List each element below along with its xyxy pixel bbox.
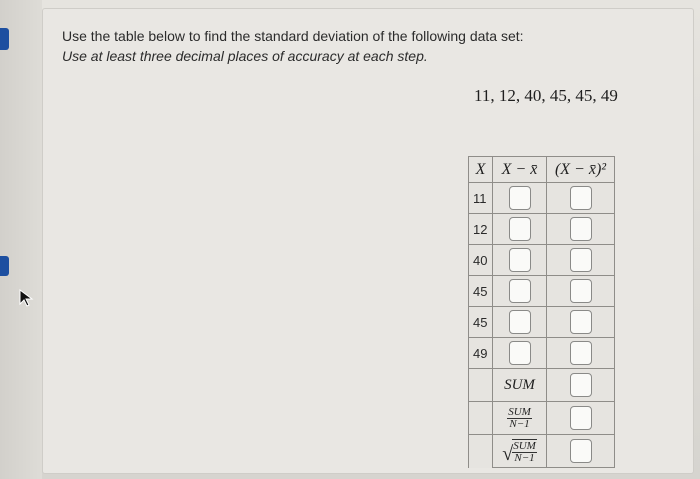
- x-value: 12: [469, 214, 493, 245]
- x-value: 11: [469, 183, 493, 214]
- table-row: [469, 338, 615, 369]
- deviation-input[interactable]: [509, 310, 531, 334]
- std-dev-row: [469, 435, 615, 468]
- header-deviation: X − x̄: [493, 157, 547, 183]
- squared-deviation-input[interactable]: [570, 186, 592, 210]
- std-dev-input[interactable]: [570, 439, 592, 463]
- sqrt-expression: [502, 439, 537, 464]
- dataset-values: 11, 12, 40, 45, 45, 49: [474, 86, 618, 105]
- table-header-row: [469, 157, 615, 183]
- table-row: [469, 245, 615, 276]
- table-row: [469, 183, 615, 214]
- variance-row: [469, 402, 615, 435]
- sqrt-denominator: N−1: [514, 451, 535, 464]
- accuracy-note: Use at least three decimal places of accuracy at each step.: [62, 48, 428, 64]
- x-value: 49: [469, 338, 493, 369]
- squared-deviation-input[interactable]: [570, 341, 592, 365]
- sqrt-icon: √: [502, 442, 514, 465]
- sum-row: [469, 369, 615, 402]
- x-value: 40: [469, 245, 493, 276]
- question-tab-marker-secondary[interactable]: [0, 256, 9, 276]
- header-x: X: [469, 157, 493, 183]
- mouse-cursor-icon: [19, 289, 35, 307]
- deviation-input[interactable]: [509, 341, 531, 365]
- squared-deviation-input[interactable]: [570, 217, 592, 241]
- header-squared-deviation: (X − x̄)²: [547, 157, 615, 183]
- sqrt-numerator: SUM: [513, 439, 536, 452]
- deviation-input[interactable]: [509, 217, 531, 241]
- table-row: [469, 214, 615, 245]
- deviation-input[interactable]: [509, 279, 531, 303]
- x-value: 45: [469, 307, 493, 338]
- question-tab-marker[interactable]: [0, 28, 9, 50]
- table-row: [469, 276, 615, 307]
- deviation-input[interactable]: [509, 248, 531, 272]
- x-value: 45: [469, 276, 493, 307]
- squared-deviation-input[interactable]: [570, 248, 592, 272]
- variance-input[interactable]: [570, 406, 592, 430]
- squared-deviation-input[interactable]: [570, 279, 592, 303]
- variance-numerator: SUM: [508, 405, 531, 418]
- variance-fraction: [507, 407, 532, 430]
- std-dev-table: [468, 156, 615, 468]
- variance-denominator: N−1: [509, 417, 530, 430]
- sum-input[interactable]: [570, 373, 592, 397]
- table-row: [469, 307, 615, 338]
- deviation-input[interactable]: [509, 186, 531, 210]
- left-sidebar-strip: [0, 0, 42, 479]
- squared-deviation-input[interactable]: [570, 310, 592, 334]
- instruction-text: Use the table below to find the standard deviation of the following data set:: [62, 28, 524, 44]
- sum-label: SUM: [504, 377, 535, 393]
